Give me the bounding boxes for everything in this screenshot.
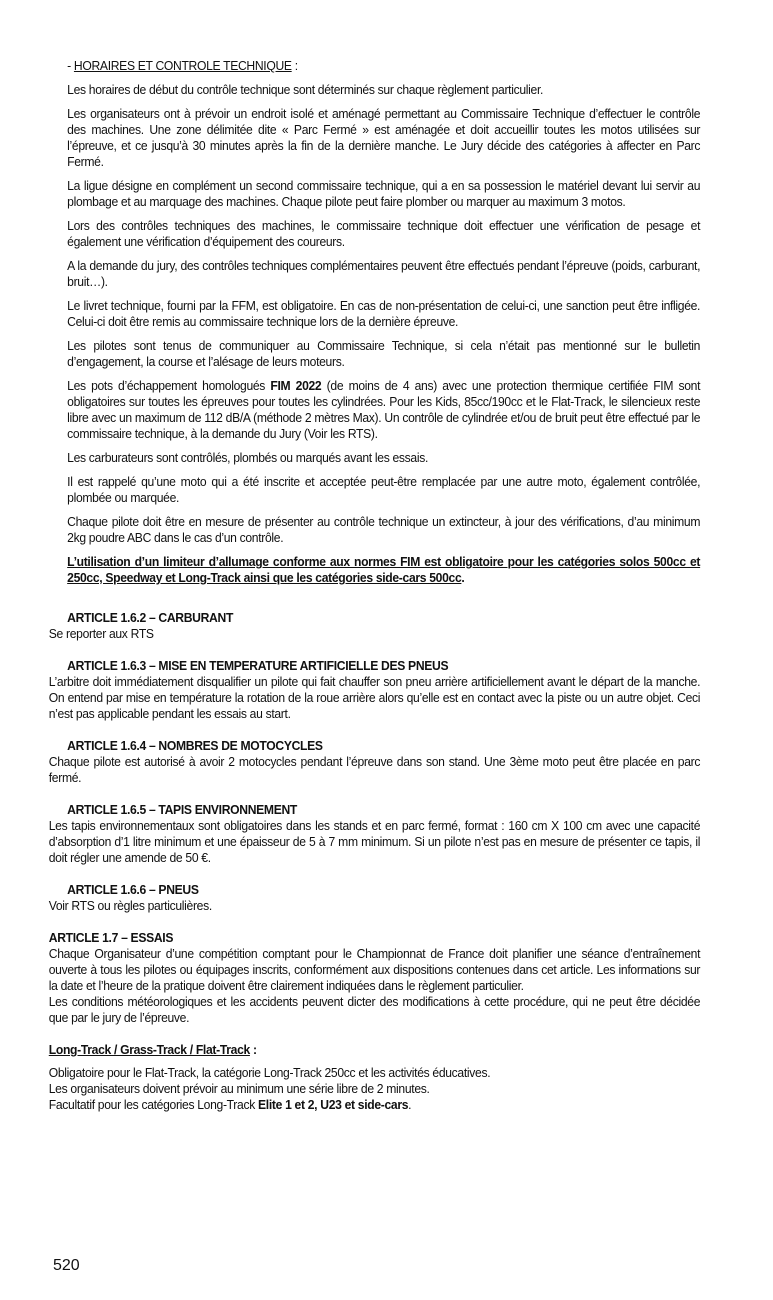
article-essais	[49, 930, 700, 1026]
longtrack-line: Les organisateurs doivent prévoir au minimum une série libre de 2 minutes.	[48, 1081, 430, 1096]
article-title: ARTICLE 1.7 – ESSAIS	[48, 930, 174, 945]
page-number: 520	[53, 1257, 80, 1274]
article-carburant	[49, 610, 700, 642]
paragraph: Les organisateurs ont à prévoir un endroit isolé et aménagé permettant au Commissaire Technique d’effectuer le contrôle des machines. Une zone délimitée dite « Parc Fermé » est aménagée et doit accueillir toutes les motos utilisées sur l’épreuve, et ce jusqu’à 30 minutes après la fin de la dernière manche. Le Jury décide des catégories à affecter en Parc Fermé.	[67, 106, 701, 169]
article-motocycles	[49, 738, 700, 786]
paragraph: Il est rappelé qu’une moto qui a été inscrite et acceptée peut-être remplacée par une autre moto, également contrôlée, plombée ou marquée.	[67, 474, 701, 505]
paragraph: La ligue désigne en complément un second commissaire technique, qui a en sa possession le matériel devant lui servir au plombage et au marquage des machines. Chaque pilote peut faire plomber ou marquer au maximum 3 motos.	[67, 178, 701, 209]
article-title: ARTICLE 1.6.2 – CARBURANT	[67, 610, 234, 625]
paragraph: Les carburateurs sont contrôlés, plombés ou marqués avant les essais.	[67, 450, 429, 465]
horaires-heading: - HORAIRES ET CONTROLE TECHNIQUE :	[67, 58, 298, 73]
article-tapis	[49, 802, 700, 866]
paragraph: Les pilotes sont tenus de communiquer au Commissaire Technique, si cela n’était pas mentionné sur le bulletin d’engagement, la course et l’alésage de leurs moteurs.	[67, 338, 701, 369]
pots-paragraph: Les pots d’échappement homologués FIM 2022 (de moins de 4 ans) avec une protection thermique certifiée FIM sont obligatoires sur toutes les épreuves pour toutes les cylindrées. Pour les Kids, 85cc/190cc et le Flat-Track, le silencieux reste libre avec un maximum de 112 dB/A (méthode 2 mètres Max). Un contrôle de cylindrée et/ou de bruit peut être effectué par le commissaire technique, à la demande du Jury (Voir les RTS).	[67, 378, 701, 441]
article-body: Chaque pilote est autorisé à avoir 2 motocycles pendant l’épreuve dans son stand. Une 3ème moto peut être placée en parc fermé.	[48, 754, 701, 785]
horaires-section	[67, 58, 700, 586]
longtrack-line: Facultatif pour les catégories Long-Track Elite 1 et 2, U23 et side-cars.	[48, 1097, 412, 1112]
article-title: ARTICLE 1.6.6 – PNEUS	[67, 882, 199, 897]
longtrack-section	[49, 1042, 700, 1113]
paragraph: Les horaires de début du contrôle technique sont déterminés sur chaque règlement particulier.	[67, 82, 544, 97]
page-content	[49, 58, 700, 1113]
article-title: ARTICLE 1.6.5 – TAPIS ENVIRONNEMENT	[67, 802, 298, 817]
paragraph: Le livret technique, fourni par la FFM, est obligatoire. En cas de non-présentation de celui-ci, une sanction peut être infligée. Celui-ci doit être remis au commissaire technique lors de la dernière épreuve.	[67, 298, 701, 329]
paragraph: Chaque pilote doit être en mesure de présenter au contrôle technique un extincteur, à jour des vérifications, d’au minimum 2kg poudre ABC dans le cas d’un contrôle.	[67, 514, 701, 545]
article-pneus	[49, 882, 700, 914]
article-title: ARTICLE 1.6.3 – MISE EN TEMPERATURE ARTIFICIELLE DES PNEUS	[67, 658, 449, 673]
horaires-title: HORAIRES ET CONTROLE TECHNIQUE	[73, 58, 292, 73]
paragraph: A la demande du jury, des contrôles techniques complémentaires peuvent être effectués pendant l’épreuve (poids, carburant, bruit…).	[67, 258, 701, 289]
limiteur-paragraph: L’utilisation d’un limiteur d’allumage conforme aux normes FIM est obligatoire pour les catégories solos 500cc et 250cc, Speedway et Long-Track ainsi que les catégories side-cars 500cc.	[67, 554, 701, 585]
article-body: Les conditions météorologiques et les accidents peuvent dicter des modifications à cette procédure, qui ne peut être décidée que par le jury de l’épreuve.	[48, 994, 701, 1025]
article-body: Voir RTS ou règles particulières.	[48, 898, 212, 913]
longtrack-line: Obligatoire pour le Flat-Track, la catégorie Long-Track 250cc et les activités éducatives.	[48, 1065, 491, 1080]
paragraph: Lors des contrôles techniques des machines, le commissaire technique doit effectuer une vérification de pesage et également une vérification d’équipement des coureurs.	[67, 218, 701, 249]
article-body: Chaque Organisateur d’une compétition comptant pour le Championnat de France doit planifier une séance d’entraînement ouverte à tous les pilotes ou équipages inscrits, conformément aux dispositions contenues dans cet article. Les informations sur la date et l’heure de la pratique doivent être clairement indiquées dans le règlement particulier.	[48, 946, 701, 993]
article-body: Les tapis environnementaux sont obligatoires dans les stands et en parc fermé, format : 160 cm X 100 cm avec une capacité d’absorption d’1 litre minimum et une épaisseur de 5 à 7 mm minimum. Si un pilote n’est pas en mesure de présenter ce tapis, il doit régler une amende de 50 €.	[48, 818, 701, 865]
article-pneus-temperature	[49, 658, 700, 722]
article-body: Se reporter aux RTS	[48, 626, 154, 641]
article-body: L’arbitre doit immédiatement disqualifier un pilote qui fait chauffer son pneu arrière artificiellement avant le départ de la manche. On entend par mise en température la rotation de la roue arrière alors qu’elle est en contact avec la piste ou un autre objet. Ceci n’est pas applicable pendant les essais au start.	[48, 674, 701, 721]
article-title: ARTICLE 1.6.4 – NOMBRES DE MOTOCYCLES	[67, 738, 323, 753]
longtrack-heading: Long-Track / Grass-Track / Flat-Track :	[48, 1042, 257, 1057]
